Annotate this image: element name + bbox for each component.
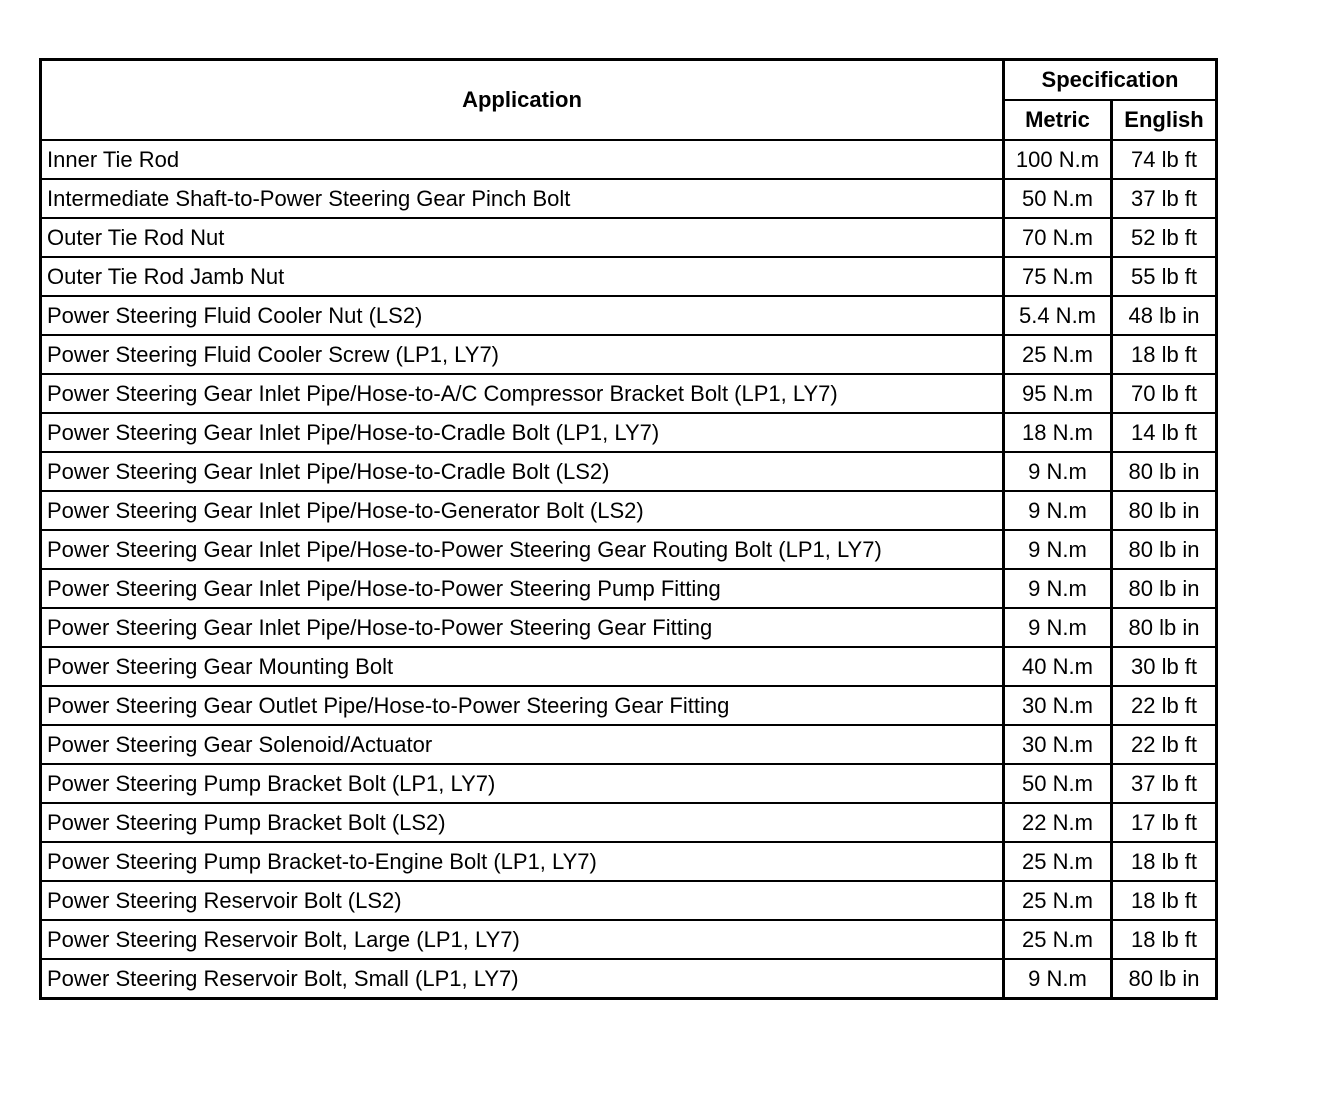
table-row (41, 335, 1217, 374)
metric-cell: 18 N.m (1004, 413, 1112, 452)
application-cell: Power Steering Gear Inlet Pipe/Hose-to-Power Steering Gear Routing Bolt (LP1, LY7) (41, 530, 1004, 569)
table-row (41, 959, 1217, 999)
application-cell: Power Steering Gear Inlet Pipe/Hose-to-A/C Compressor Bracket Bolt (LP1, LY7) (41, 374, 1004, 413)
metric-cell: 25 N.m (1004, 920, 1112, 959)
table-row (41, 920, 1217, 959)
table-row (41, 257, 1217, 296)
application-cell: Power Steering Gear Inlet Pipe/Hose-to-Cradle Bolt (LP1, LY7) (41, 413, 1004, 452)
table-row (41, 452, 1217, 491)
table-row (41, 413, 1217, 452)
english-cell: 22 lb ft (1112, 725, 1217, 764)
english-cell: 80 lb in (1112, 569, 1217, 608)
application-cell: Power Steering Gear Mounting Bolt (41, 647, 1004, 686)
metric-cell: 40 N.m (1004, 647, 1112, 686)
table-row (41, 374, 1217, 413)
table-row (41, 647, 1217, 686)
english-cell: 17 lb ft (1112, 803, 1217, 842)
application-cell: Intermediate Shaft-to-Power Steering Gear Pinch Bolt (41, 179, 1004, 218)
english-cell: 80 lb in (1112, 491, 1217, 530)
application-cell: Power Steering Gear Inlet Pipe/Hose-to-Generator Bolt (LS2) (41, 491, 1004, 530)
application-cell: Power Steering Gear Inlet Pipe/Hose-to-Cradle Bolt (LS2) (41, 452, 1004, 491)
english-cell: 74 lb ft (1112, 140, 1217, 179)
application-cell: Power Steering Pump Bracket-to-Engine Bolt (LP1, LY7) (41, 842, 1004, 881)
table-row (41, 530, 1217, 569)
english-cell: 80 lb in (1112, 452, 1217, 491)
english-cell: 18 lb ft (1112, 920, 1217, 959)
table-row (41, 686, 1217, 725)
metric-cell: 50 N.m (1004, 764, 1112, 803)
application-cell: Power Steering Gear Inlet Pipe/Hose-to-Power Steering Pump Fitting (41, 569, 1004, 608)
metric-cell: 9 N.m (1004, 569, 1112, 608)
metric-cell: 9 N.m (1004, 530, 1112, 569)
english-cell: 48 lb in (1112, 296, 1217, 335)
header-english: English (1112, 100, 1217, 140)
table-row (41, 218, 1217, 257)
table-row (41, 569, 1217, 608)
metric-cell: 25 N.m (1004, 881, 1112, 920)
application-cell: Power Steering Gear Inlet Pipe/Hose-to-Power Steering Gear Fitting (41, 608, 1004, 647)
application-cell: Power Steering Gear Outlet Pipe/Hose-to-Power Steering Gear Fitting (41, 686, 1004, 725)
table-body (41, 140, 1217, 999)
table-row (41, 608, 1217, 647)
metric-cell: 75 N.m (1004, 257, 1112, 296)
english-cell: 37 lb ft (1112, 179, 1217, 218)
metric-cell: 25 N.m (1004, 842, 1112, 881)
application-cell: Power Steering Reservoir Bolt (LS2) (41, 881, 1004, 920)
table-row (41, 179, 1217, 218)
table-row (41, 764, 1217, 803)
english-cell: 70 lb ft (1112, 374, 1217, 413)
english-cell: 18 lb ft (1112, 881, 1217, 920)
english-cell: 22 lb ft (1112, 686, 1217, 725)
metric-cell: 95 N.m (1004, 374, 1112, 413)
table-row (41, 881, 1217, 920)
english-cell: 80 lb in (1112, 608, 1217, 647)
metric-cell: 30 N.m (1004, 725, 1112, 764)
english-cell: 14 lb ft (1112, 413, 1217, 452)
application-cell: Outer Tie Rod Nut (41, 218, 1004, 257)
header-metric: Metric (1004, 100, 1112, 140)
table-row (41, 725, 1217, 764)
metric-cell: 9 N.m (1004, 608, 1112, 647)
metric-cell: 9 N.m (1004, 959, 1112, 999)
english-cell: 52 lb ft (1112, 218, 1217, 257)
metric-cell: 9 N.m (1004, 491, 1112, 530)
header-application: Application (41, 60, 1004, 141)
application-cell: Power Steering Fluid Cooler Nut (LS2) (41, 296, 1004, 335)
english-cell: 18 lb ft (1112, 842, 1217, 881)
table-row (41, 803, 1217, 842)
english-cell: 30 lb ft (1112, 647, 1217, 686)
metric-cell: 30 N.m (1004, 686, 1112, 725)
english-cell: 80 lb in (1112, 959, 1217, 999)
metric-cell: 5.4 N.m (1004, 296, 1112, 335)
english-cell: 55 lb ft (1112, 257, 1217, 296)
application-cell: Power Steering Pump Bracket Bolt (LS2) (41, 803, 1004, 842)
application-cell: Inner Tie Rod (41, 140, 1004, 179)
application-cell: Power Steering Reservoir Bolt, Large (LP1, LY7) (41, 920, 1004, 959)
metric-cell: 25 N.m (1004, 335, 1112, 374)
application-cell: Outer Tie Rod Jamb Nut (41, 257, 1004, 296)
torque-spec-table (39, 58, 1218, 1000)
metric-cell: 22 N.m (1004, 803, 1112, 842)
english-cell: 80 lb in (1112, 530, 1217, 569)
table-row (41, 140, 1217, 179)
metric-cell: 9 N.m (1004, 452, 1112, 491)
metric-cell: 100 N.m (1004, 140, 1112, 179)
english-cell: 37 lb ft (1112, 764, 1217, 803)
header-specification: Specification (1004, 60, 1217, 101)
table-row (41, 842, 1217, 881)
application-cell: Power Steering Fluid Cooler Screw (LP1, LY7) (41, 335, 1004, 374)
application-cell: Power Steering Gear Solenoid/Actuator (41, 725, 1004, 764)
table-row (41, 491, 1217, 530)
english-cell: 18 lb ft (1112, 335, 1217, 374)
table-header (41, 60, 1217, 141)
application-cell: Power Steering Pump Bracket Bolt (LP1, LY7) (41, 764, 1004, 803)
metric-cell: 70 N.m (1004, 218, 1112, 257)
table-row (41, 296, 1217, 335)
metric-cell: 50 N.m (1004, 179, 1112, 218)
application-cell: Power Steering Reservoir Bolt, Small (LP1, LY7) (41, 959, 1004, 999)
